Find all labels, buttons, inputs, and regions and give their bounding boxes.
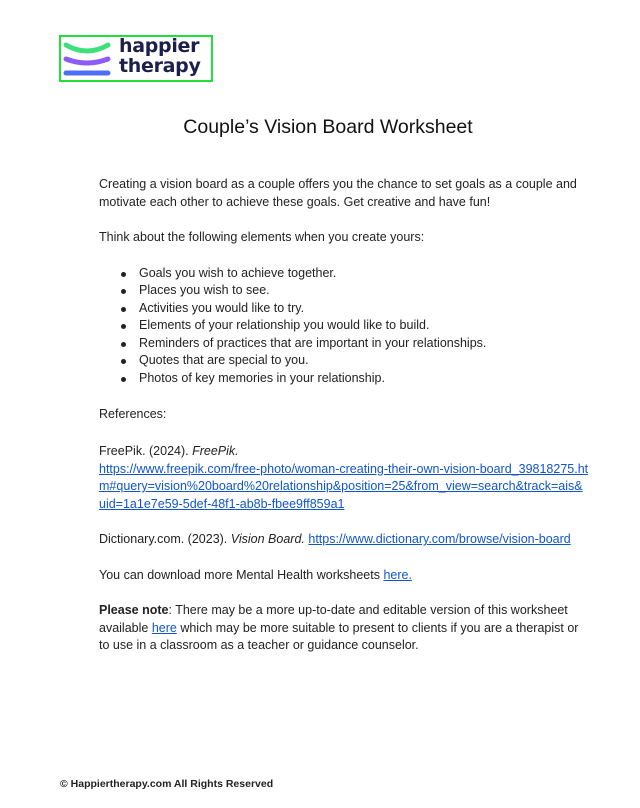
list-item: Activities you would like to try. xyxy=(99,300,589,318)
list-item: Elements of your relationship you would like to build. xyxy=(99,317,589,335)
reference-title: FreePik. xyxy=(192,444,239,459)
note-paragraph xyxy=(99,602,589,655)
copyright-footer: © Happiertherapy.com All Rights Reserved xyxy=(60,778,274,790)
list-item: Photos of key memories in your relationship. xyxy=(99,370,589,388)
elements-list xyxy=(99,265,589,388)
wave-logo-icon xyxy=(63,40,115,80)
page-title: Couple’s Vision Board Worksheet xyxy=(183,116,473,138)
list-item: Quotes that are special to you. xyxy=(99,352,589,370)
note-text-continued: which may be more suitable to present to clients if you are a therapist or to use in a classroom as a teacher or guidance counselor. xyxy=(99,620,579,653)
happier-therapy-logo xyxy=(59,35,213,82)
editable-version-link[interactable]: here xyxy=(151,620,177,635)
intro-paragraph: Creating a vision board as a couple offers you the chance to set goals as a couple and motivate each other to achieve these goals. Get creative and have fun! xyxy=(99,177,577,209)
note-label: Please note xyxy=(99,603,169,618)
logo-line-2: therapy xyxy=(119,55,201,77)
reference-citation: FreePik. (2024). xyxy=(99,444,193,459)
list-item: Reminders of practices that are important in your relationships. xyxy=(99,335,589,353)
reference-title: Vision Board. xyxy=(230,532,305,547)
download-paragraph xyxy=(99,567,589,585)
worksheet-body xyxy=(99,176,589,655)
reference-citation: Dictionary.com. (2023). xyxy=(99,532,231,547)
download-text: You can download more Mental Health worksheets xyxy=(99,567,384,582)
prompt-text: Think about the following elements when you create yours: xyxy=(99,230,425,244)
list-item: Places you wish to see. xyxy=(99,282,589,300)
dictionary-link[interactable]: https://www.dictionary.com/browse/vision-board xyxy=(308,532,571,547)
freepik-link[interactable]: https://www.freepik.com/free-photo/woman-creating-their-own-vision-board_39818275.htm#query=vision%20board%20relationship&position=25&from_view=search&track=ais&uid=1a1e7e59-5def-48f1-ab8b-fbee9ff859a1 xyxy=(99,461,589,511)
references-heading: References: xyxy=(99,406,167,421)
list-item: Goals you wish to achieve together. xyxy=(99,265,589,283)
reference-freepik xyxy=(99,443,589,513)
reference-dictionary xyxy=(99,531,589,549)
logo-wordmark xyxy=(119,36,201,76)
logo-line-1: happier xyxy=(119,35,200,57)
note-text: : There may be a more up-to-date and editable version of this worksheet available xyxy=(99,603,568,635)
download-worksheets-link[interactable]: here. xyxy=(383,567,412,582)
